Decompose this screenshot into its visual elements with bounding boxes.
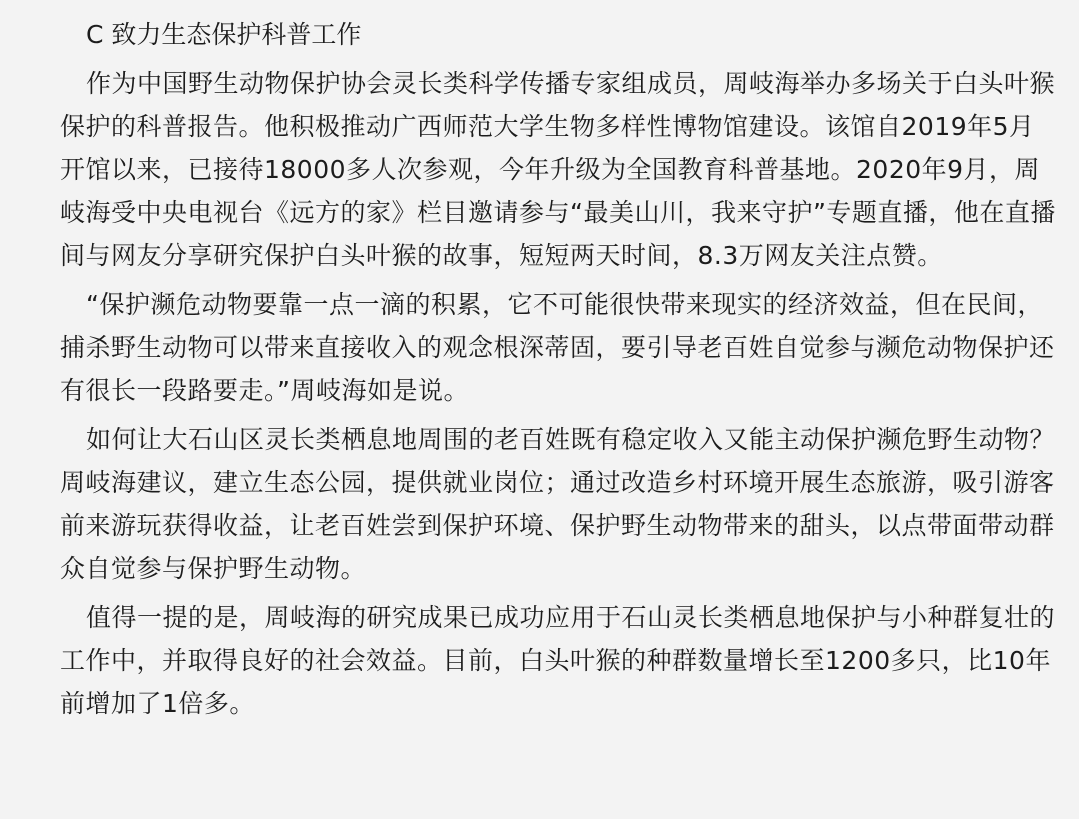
paragraph-4: 值得一提的是，周岐海的研究成果已成功应用于石山灵长类栖息地保护与小种群复壮的工作中，并取得良好的社会效益。目前，白头叶猴的种群数量增长至1200多只，比10年前增加了1倍多。 <box>60 603 1056 718</box>
paragraph-3: 如何让大石山区灵长类栖息地周围的老百姓既有稳定收入又能主动保护濒危野生动物？周岐海建议，建立生态公园，提供就业岗位；通过改造乡村环境开展生态旅游，吸引游客前来游玩获得收益，让老百姓尝到保护环境、保护野生动物带来的甜头，以点带面带动群众自觉参与保护野生动物。 <box>60 425 1056 583</box>
paragraph-1: 作为中国野生动物保护协会灵长类科学传播专家组成员，周岐海举办多场关于白头叶猴保护的科普报告。他积极推动广西师范大学生物多样性博物馆建设。该馆自2019年5月开馆以来，已接待18000多人次参观，今年升级为全国教育科普基地。2020年9月，周岐海受中央电视台《远方的家》栏目邀请参与“最美山川，我来守护”专题直播，他在直播间与网友分享研究保护白头叶猴的故事，短短两天时间，8.3万网友关注点赞。 <box>60 69 1056 270</box>
paragraph-2: “保护濒危动物要靠一点一滴的积累，它不可能很快带来现实的经济效益，但在民间，捕杀野生动物可以带来直接收入的观念根深蒂固，要引导老百姓自觉参与濒危动物保护还有很长一段路要走。”周岐海如是说。 <box>60 290 1055 405</box>
section-heading: C 致力生态保护科普工作 <box>86 20 362 49</box>
